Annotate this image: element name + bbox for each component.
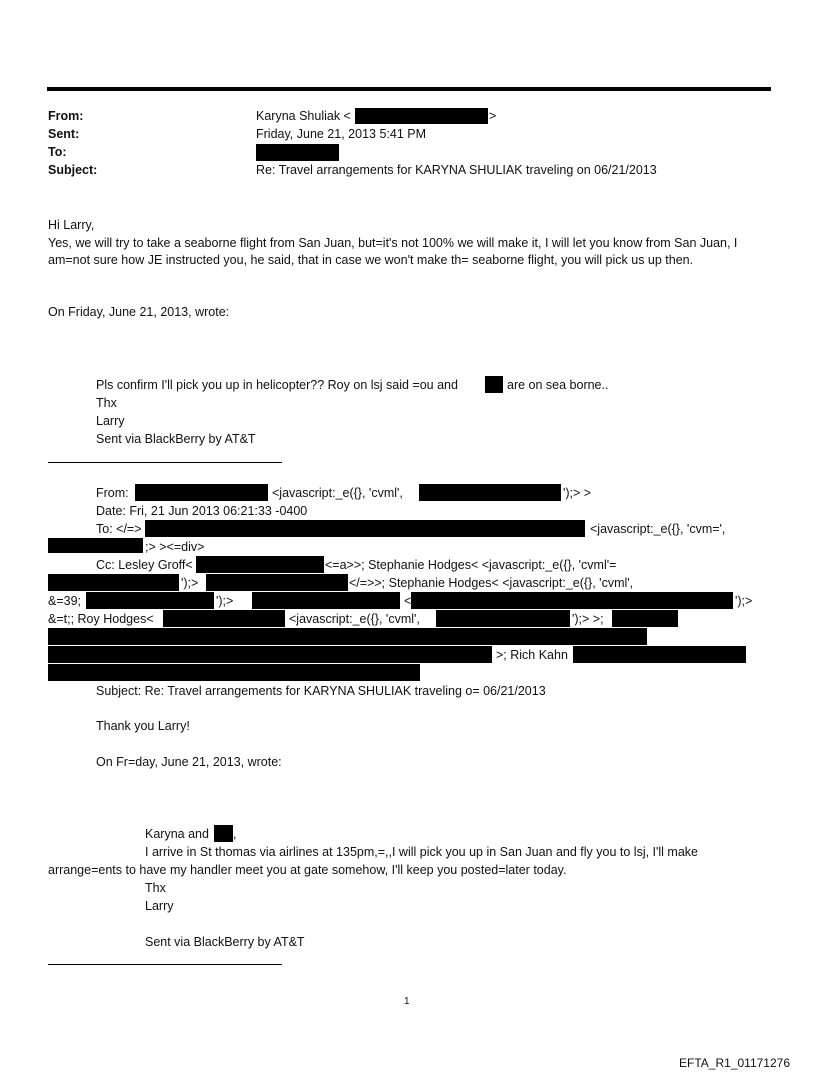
redaction-box (256, 144, 339, 161)
redaction-box (145, 520, 585, 537)
fwd-cc4-a: &=t;; Roy Hodges< (48, 612, 154, 626)
fwd-date: Date: Fri, 21 Jun 2013 06:21:33 -0400 (96, 504, 308, 518)
fwd-cc3-b: ');> (216, 594, 234, 608)
quote2-greeting-end: , (233, 827, 237, 841)
redaction-box (252, 592, 400, 609)
fwd-cc4-c: ');> >; (572, 612, 604, 626)
fwd-to-js: <javascript:_e({}, 'cvm=', (590, 522, 726, 536)
redaction-box (485, 376, 503, 393)
redaction-box (436, 610, 570, 627)
fwd-reply-header: On Fr=day, June 21, 2013, wrote: (96, 755, 282, 769)
bates-number: EFTA_R1_01171276 (679, 1056, 790, 1070)
fwd-cc: Cc: Lesley Groff< (96, 558, 193, 572)
quote2-line1: I arrive in St thomas via airlines at 135pm,=,,I will pick you up in San Juan and fly you to lsj, I'll make (145, 845, 698, 859)
quote-line: Pls confirm I'll pick you up in helicopter?? Roy on lsj said =ou and (96, 378, 458, 392)
redaction-box (206, 574, 348, 591)
redaction-box (612, 610, 678, 627)
separator-line (48, 462, 282, 463)
redaction-box (48, 646, 492, 663)
sent-value: Friday, June 21, 2013 5:41 PM (256, 127, 427, 141)
greeting: Hi Larry, (48, 218, 95, 232)
subject-label: Subject: (48, 163, 98, 177)
fwd-to-end: ;> ><=div> (145, 540, 205, 554)
quote-name: Larry (96, 414, 125, 428)
fwd-cc3-d: ');> (735, 594, 753, 608)
separator-line (48, 964, 282, 965)
page-number: 1 (404, 996, 410, 1007)
fwd-cc6: >; Rich Kahn (496, 648, 568, 662)
redaction-box (266, 628, 647, 645)
redaction-box (86, 592, 214, 609)
reply-header: On Friday, June 21, 2013, wrote: (48, 305, 230, 319)
fwd-cc3-c: < (404, 594, 412, 608)
redaction-box (48, 574, 179, 591)
redaction-box (48, 664, 420, 681)
subject-value: Re: Travel arrangements for KARYNA SHULIAK traveling on 06/21/2013 (256, 163, 657, 177)
fwd-from-label: From: (96, 486, 129, 500)
fwd-from-js: <javascript:_e({}, 'cvml', (272, 486, 403, 500)
header-rule (47, 87, 771, 91)
redaction-box (135, 484, 268, 501)
redaction-box (214, 825, 233, 842)
quote2-name: Larry (145, 899, 174, 913)
quote-signature: Sent via BlackBerry by AT&T (96, 432, 256, 446)
fwd-to: To: </=> (96, 522, 142, 536)
quote2-signature: Sent via BlackBerry by AT&T (145, 935, 305, 949)
from-close: > (489, 109, 497, 123)
fwd-cc4-b: <javascript:_e({}, 'cvml', (289, 612, 420, 626)
fwd-cc-b: <=a>>; Stephanie Hodges< <javascript:_e({}, 'cvml'= (325, 558, 617, 572)
redaction-box (411, 592, 733, 609)
redaction-box (355, 108, 488, 124)
redaction-box (163, 610, 285, 627)
quote2-thx: Thx (145, 881, 166, 895)
fwd-cc2-b: </=>>; Stephanie Hodges< <javascript:_e({}, 'cvml', (349, 576, 634, 590)
quote2-greeting: Karyna and (145, 827, 209, 841)
redaction-box (196, 556, 324, 573)
quote2-line2: arrange=ents to have my handler meet you at gate somehow, I'll keep you posted=later today. (48, 863, 567, 877)
body-paragraph: Yes, we will try to take a seaborne flight from San Juan, but=it's not 100% we will make it, I will let you know from San Juan, I am=not sure how JE instructed you, he said, that in case we won't make th= seaborne flight, you will pick us up then. (48, 236, 738, 267)
from-value: Karyna Shuliak < (256, 109, 351, 123)
sent-label: Sent: (48, 127, 80, 141)
quote-line-end: are on sea borne.. (507, 378, 609, 392)
quote-thx: Thx (96, 396, 117, 410)
to-label: To: (48, 145, 67, 159)
redaction-box (419, 484, 561, 501)
fwd-subject: Subject: Re: Travel arrangements for KARYNA SHULIAK traveling o= 06/21/2013 (96, 684, 546, 698)
redaction-box (48, 538, 143, 553)
redaction-box (573, 646, 746, 663)
redaction-box (48, 628, 266, 645)
from-label: From: (48, 109, 84, 123)
fwd-cc3-a: &=39; (48, 594, 82, 608)
fwd-thanks: Thank you Larry! (96, 719, 190, 733)
fwd-cc2-a: ');> (181, 576, 199, 590)
fwd-from-end: ');> > (563, 486, 592, 500)
